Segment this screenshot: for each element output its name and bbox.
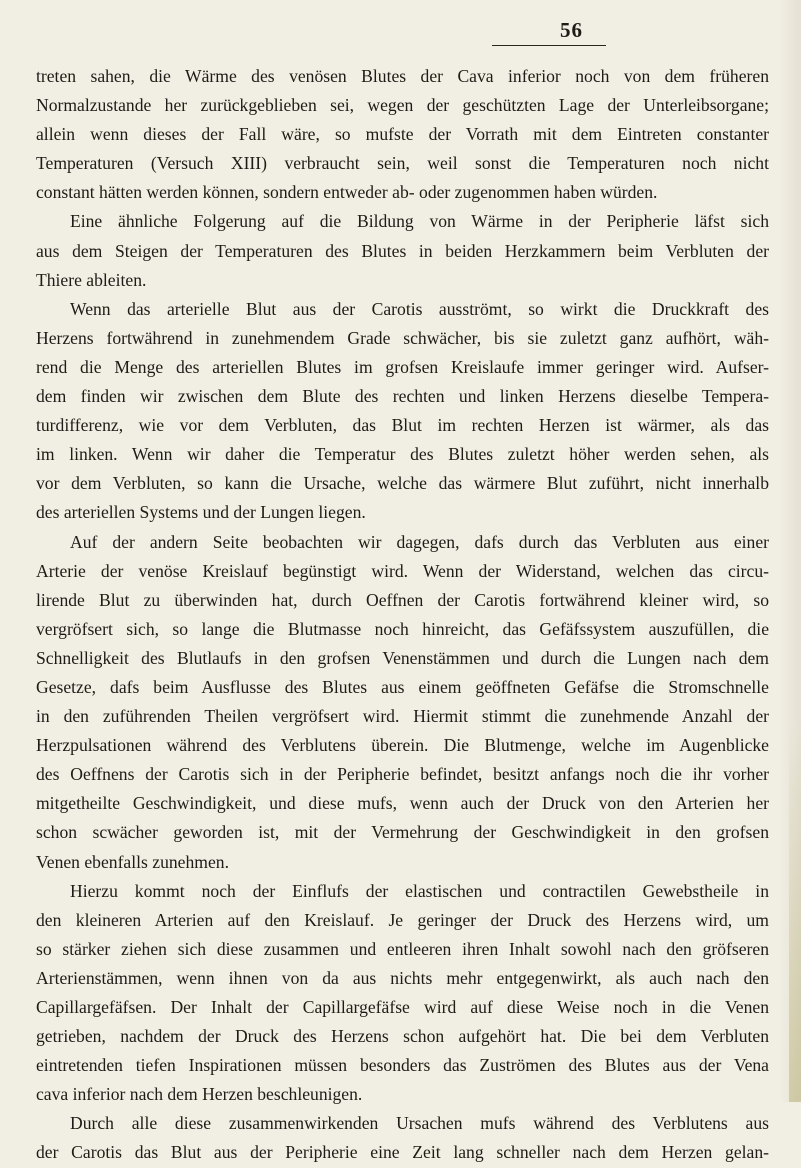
text-line: im linken. Wenn wir daher die Temperatur des Blutes zuletzt höher werden sehen, als — [36, 444, 769, 465]
text-line: Herzpulsationen während des Verblutens überein. Die Blutmenge, welche im Augenblicke — [36, 735, 769, 756]
text-line: cava inferior nach dem Herzen beschleunigen. — [36, 1084, 363, 1105]
text-line: so stärker ziehen sich diese zusammen und entleeren ihren Inhalt sowohl nach den gröfseren — [36, 938, 769, 959]
paragraph — [36, 62, 769, 207]
text-line: den kleineren Arterien auf den Kreislauf. Je geringer der Druck des Herzens wird, um — [36, 909, 769, 930]
text-line: des arteriellen Systems und der Lungen liegen. — [36, 502, 366, 523]
text-line: Herzens fortwährend in zunehmendem Grade schwächer, bis sie zuletzt ganz aufhört, wäh- — [36, 327, 769, 348]
text-line: vergröfsert sich, so lange die Blutmasse noch hinreicht, das Gefäfssystem auszufüllen, die — [36, 618, 769, 639]
text-line: rend die Menge des arteriellen Blutes im grofsen Kreislaufe immer geringer wird. Aufser- — [36, 356, 769, 377]
paragraph — [36, 295, 769, 528]
page-number-rule — [492, 45, 606, 46]
text-line: Thiere ableiten. — [36, 269, 147, 290]
page-edge-stain — [789, 722, 801, 1102]
text-line: dem finden wir zwischen dem Blute des rechten und linken Herzens dieselbe Tempera- — [36, 386, 769, 407]
text-line: lirende Blut zu überwinden hat, durch Oeffnen der Carotis fortwährend kleiner wird, so — [36, 589, 769, 610]
paragraph — [36, 877, 769, 1110]
text-line: Wenn das arterielle Blut aus der Carotis ausströmt, so wirkt die Druckkraft des — [70, 298, 769, 319]
text-line: Temperaturen (Versuch XIII) verbraucht sein, weil sonst die Temperaturen noch nicht — [36, 153, 769, 174]
text-line: turdifferenz, wie vor dem Verbluten, das Blut im rechten Herzen ist wärmer, als das — [36, 415, 769, 436]
text-line: eintretenden tiefen Inspirationen müssen besonders das Zuströmen des Blutes aus der Vena — [36, 1055, 769, 1076]
text-line: allein wenn dieses der Fall wäre, so mufste der Vorrath mit dem Eintreten constanter — [36, 124, 769, 145]
text-line: Hierzu kommt noch der Einflufs der elastischen und contractilen Gewebstheile in — [70, 880, 769, 901]
body-text — [36, 62, 769, 1168]
text-line: getrieben, nachdem der Druck des Herzens schon aufgehört hat. Die bei dem Verbluten — [36, 1026, 769, 1047]
text-line: Capillargefäfsen. Der Inhalt der Capillargefäfse wird auf diese Weise noch in die Venen — [36, 997, 769, 1017]
page-number: 56 — [560, 18, 583, 42]
paragraph — [36, 528, 769, 877]
text-line: in den zuführenden Theilen vergröfsert wird. Hiermit stimmt die zunehmende Anzahl der — [36, 706, 769, 727]
text-line: mitgetheilte Geschwindigkeit, und diese mufs, wenn auch der Druck von den Arterien her — [36, 793, 769, 814]
text-line: Eine ähnliche Folgerung auf die Bildung von Wärme in der Peripherie läfst sich — [70, 211, 769, 232]
text-line: Arterienstämmen, wenn ihnen von da aus nichts mehr entgegenwirkt, als auch nach den — [36, 967, 769, 988]
text-line: Auf der andern Seite beobachten wir dagegen, dafs durch das Verbluten aus einer — [70, 531, 769, 552]
text-line: schon scwächer geworden ist, mit der Vermehrung der Geschwindigkeit in den grofsen — [36, 822, 769, 843]
text-line: Gesetze, dafs beim Ausflusse des Blutes aus einem geöffneten Gefäfse die Stromschnelle — [36, 676, 769, 697]
text-line: vor dem Verbluten, so kann die Ursache, welche das wärmere Blut zuführt, nicht innerhalb — [36, 473, 769, 494]
text-line: Durch alle diese zusammenwirkenden Ursachen mufs während des Verblutens aus — [70, 1113, 769, 1134]
text-line: Schnelligkeit des Blutlaufs in den grofsen Venenstämmen und durch die Lungen nach dem — [36, 647, 769, 668]
text-line: der Carotis das Blut aus der Peripherie eine Zeit lang schneller nach dem Herzen gelan- — [36, 1142, 769, 1163]
text-line: des Oeffnens der Carotis sich in der Peripherie befindet, besitzt anfangs noch die ihr vorher — [36, 764, 769, 785]
paragraph — [36, 1109, 769, 1167]
paragraph — [36, 207, 769, 294]
text-line: Arterie der venöse Kreislauf begünstigt wird. Wenn der Widerstand, welchen das circu- — [36, 560, 769, 581]
text-line: constant hätten werden können, sondern entweder ab- oder zugenommen haben würden. — [36, 182, 658, 203]
text-line: treten sahen, die Wärme des venösen Blutes der Cava inferior noch von dem früheren — [36, 66, 769, 86]
text-line: Venen ebenfalls zunehmen. — [36, 851, 229, 872]
text-line: aus dem Steigen der Temperaturen des Blutes in beiden Herzkammern beim Verbluten der — [36, 240, 769, 261]
text-line: Normalzustande her zurückgeblieben sei, wegen der geschützten Lage der Unterleibsorgane; — [36, 95, 769, 116]
